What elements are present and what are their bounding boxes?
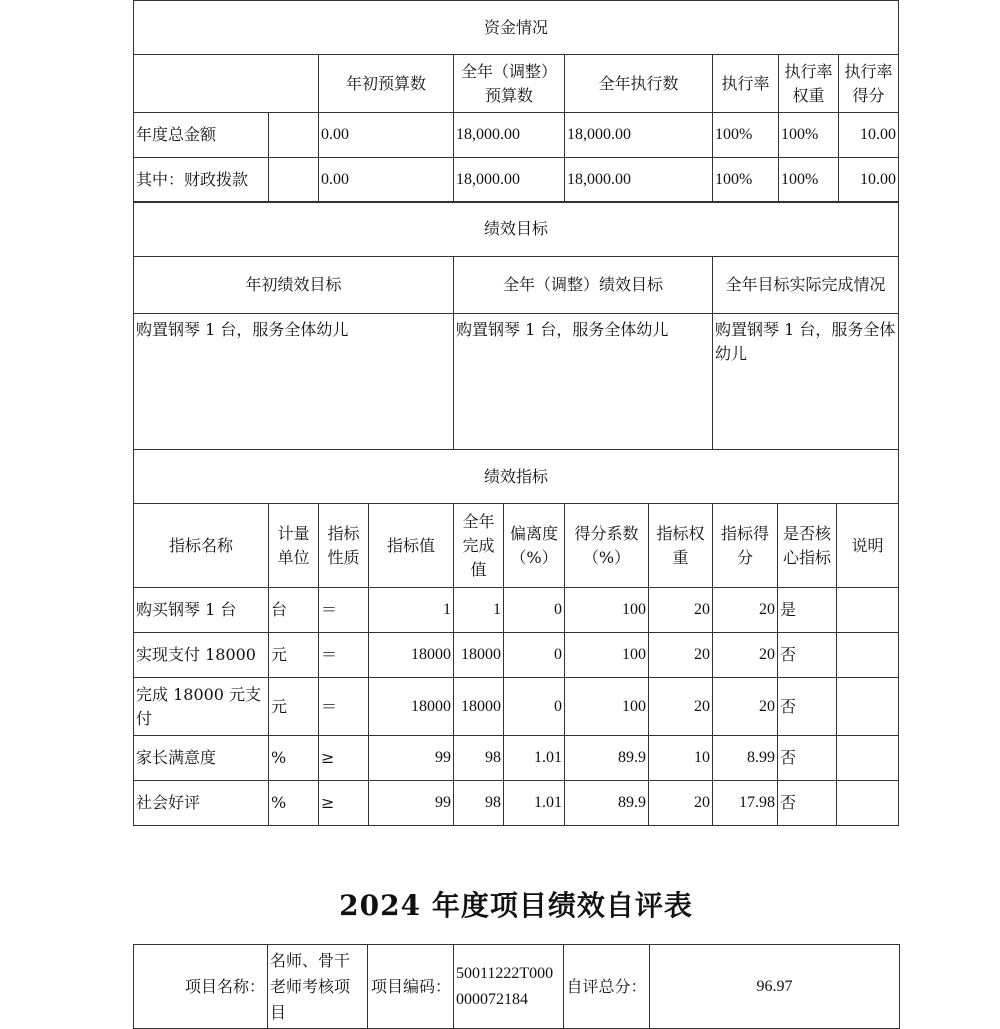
metric-score: 17.98 [713, 781, 778, 826]
metric-nature: ≥ [319, 736, 369, 781]
metric-unit: % [269, 736, 319, 781]
metrics-header-nature: 指标性质 [319, 504, 369, 588]
metric-actual: 1 [454, 588, 504, 633]
funding-header-rate: 执行率 [713, 55, 779, 113]
funding-row-executed: 18,000.00 [565, 158, 713, 203]
table-row [134, 736, 899, 781]
metric-actual: 18000 [454, 678, 504, 736]
goals-header-initial: 年初绩效目标 [134, 257, 454, 314]
metric-unit: % [269, 781, 319, 826]
funding-row-score: 10.00 [839, 113, 899, 158]
metric-coef: 100 [565, 678, 649, 736]
funding-row-spacer [269, 113, 319, 158]
funding-header-executed: 全年执行数 [565, 55, 713, 113]
goals-header-adjusted: 全年（调整）绩效目标 [454, 257, 713, 314]
metric-note [837, 781, 899, 826]
funding-row [134, 113, 899, 158]
funding-row-weight: 100% [779, 158, 839, 203]
metrics-header-deviation: 偏离度（%） [504, 504, 565, 588]
metric-actual: 98 [454, 781, 504, 826]
metric-target: 1 [369, 588, 454, 633]
metric-name: 完成 18000 元支付 [134, 678, 269, 736]
metric-unit: 元 [269, 633, 319, 678]
project-name-label: 项目名称： [134, 945, 268, 1029]
metric-core: 是 [778, 588, 837, 633]
project-code-label: 项目编码： [368, 945, 454, 1029]
metric-core: 否 [778, 633, 837, 678]
metric-weight: 20 [649, 678, 713, 736]
total-score-value: 96.97 [650, 945, 900, 1029]
metric-actual: 18000 [454, 633, 504, 678]
goals-actual-text: 购置钢琴 1 台，服务全体幼儿 [713, 314, 899, 450]
metric-name: 购买钢琴 1 台 [134, 588, 269, 633]
metric-core: 否 [778, 678, 837, 736]
metric-coef: 100 [565, 588, 649, 633]
metric-note [837, 736, 899, 781]
metrics-header-core: 是否核心指标 [778, 504, 837, 588]
metric-score: 8.99 [713, 736, 778, 781]
self-eval-table [133, 944, 900, 1029]
metric-coef: 89.9 [565, 781, 649, 826]
metric-note [837, 678, 899, 736]
metric-nature: ＝ [319, 588, 369, 633]
metrics-header-note: 说明 [837, 504, 899, 588]
funding-row-label: 其中：财政拨款 [134, 158, 269, 203]
metric-target: 99 [369, 736, 454, 781]
table-row [134, 588, 899, 633]
metric-target: 18000 [369, 678, 454, 736]
funding-header-adjusted: 全年（调整）预算数 [454, 55, 565, 113]
table-row [134, 781, 899, 826]
metric-coef: 89.9 [565, 736, 649, 781]
metric-weight: 10 [649, 736, 713, 781]
metric-name: 家长满意度 [134, 736, 269, 781]
metric-name: 社会好评 [134, 781, 269, 826]
metrics-header-weight: 指标权重 [649, 504, 713, 588]
total-score-label: 自评总分： [564, 945, 650, 1029]
metric-coef: 100 [565, 633, 649, 678]
metric-note [837, 633, 899, 678]
funding-row-adjusted: 18,000.00 [454, 113, 565, 158]
funding-row [134, 158, 899, 203]
project-code-value: 50011222T000000072184 [454, 945, 564, 1029]
metric-weight: 20 [649, 633, 713, 678]
funding-header-score: 执行率得分 [839, 55, 899, 113]
funding-table [133, 0, 899, 203]
metric-score: 20 [713, 678, 778, 736]
metric-unit: 台 [269, 588, 319, 633]
funding-section-title: 资金情况 [134, 1, 899, 55]
goals-table [133, 201, 899, 450]
funding-row-rate: 100% [713, 113, 779, 158]
table-row [134, 678, 899, 736]
metric-core: 否 [778, 736, 837, 781]
metric-nature: ＝ [319, 678, 369, 736]
metrics-table [133, 449, 899, 826]
metric-deviation: 1.01 [504, 736, 565, 781]
metrics-header-coef: 得分系数（%） [565, 504, 649, 588]
metrics-header-actual: 全年完成值 [454, 504, 504, 588]
metric-weight: 20 [649, 588, 713, 633]
funding-row-initial: 0.00 [319, 158, 454, 203]
funding-row-label: 年度总金额 [134, 113, 269, 158]
metric-nature: ≥ [319, 781, 369, 826]
funding-header-initial: 年初预算数 [319, 55, 454, 113]
metric-unit: 元 [269, 678, 319, 736]
metric-deviation: 0 [504, 678, 565, 736]
metric-score: 20 [713, 588, 778, 633]
metric-deviation: 1.01 [504, 781, 565, 826]
funding-row-initial: 0.00 [319, 113, 454, 158]
metric-deviation: 0 [504, 588, 565, 633]
metric-core: 否 [778, 781, 837, 826]
metrics-header-score: 指标得分 [713, 504, 778, 588]
metric-score: 20 [713, 633, 778, 678]
metric-name: 实现支付 18000 [134, 633, 269, 678]
metric-nature: ＝ [319, 633, 369, 678]
metric-target: 18000 [369, 633, 454, 678]
project-name-value: 名师、骨干老师考核项目 [268, 945, 368, 1029]
table-row [134, 633, 899, 678]
funding-row-score: 10.00 [839, 158, 899, 203]
funding-row-rate: 100% [713, 158, 779, 203]
metric-target: 99 [369, 781, 454, 826]
funding-header-weight: 执行率权重 [779, 55, 839, 113]
metrics-header-name: 指标名称 [134, 504, 269, 588]
funding-header-blank [134, 55, 319, 113]
metrics-header-target: 指标值 [369, 504, 454, 588]
metrics-header-unit: 计量单位 [269, 504, 319, 588]
metric-deviation: 0 [504, 633, 565, 678]
funding-row-weight: 100% [779, 113, 839, 158]
document-title: 2024 年度项目绩效自评表 [339, 889, 693, 922]
funding-row-adjusted: 18,000.00 [454, 158, 565, 203]
goals-adjusted-text: 购置钢琴 1 台，服务全体幼儿 [454, 314, 713, 450]
funding-row-executed: 18,000.00 [565, 113, 713, 158]
metric-actual: 98 [454, 736, 504, 781]
funding-row-spacer [269, 158, 319, 203]
metric-note [837, 588, 899, 633]
goals-section-title: 绩效目标 [134, 202, 899, 257]
goals-header-actual: 全年目标实际完成情况 [713, 257, 899, 314]
metric-weight: 20 [649, 781, 713, 826]
goals-initial-text: 购置钢琴 1 台，服务全体幼儿 [134, 314, 454, 450]
metrics-section-title: 绩效指标 [134, 450, 899, 504]
